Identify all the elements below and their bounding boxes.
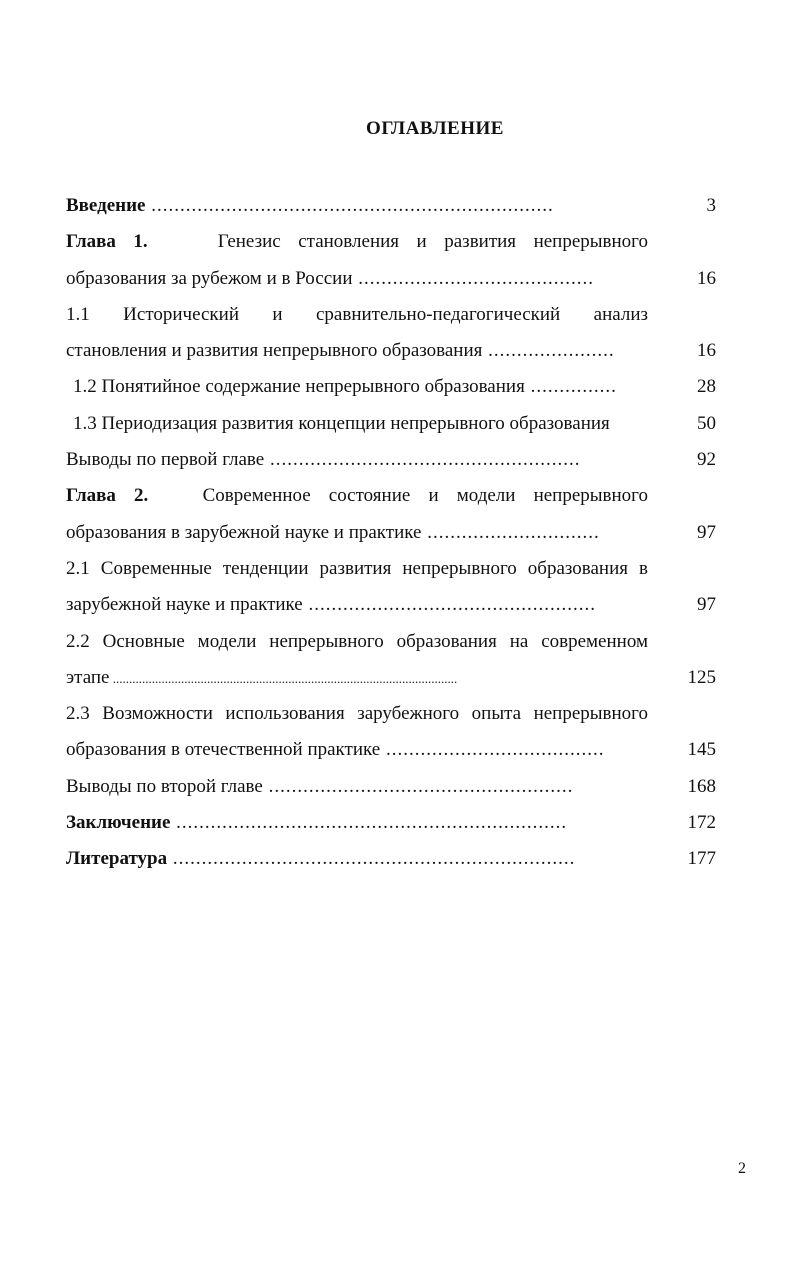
toc-leader: ..................................................... (262, 775, 574, 797)
toc-entry-label: 1.1 Исторический и сравнительно-педагогический анализ (66, 303, 648, 325)
toc-leader: ...................................................... (264, 449, 581, 471)
toc-leader: ...................................................................... (145, 195, 554, 216)
toc-entry-label: 2.2 Основные модели непрерывного образования на современном (66, 630, 648, 652)
toc-entry-conclusion[interactable] (66, 805, 716, 841)
toc-leader: .............................. (421, 521, 600, 543)
toc-page-number: 125 (687, 666, 716, 688)
toc-entry-1-1[interactable] (66, 297, 716, 333)
toc-entry-label: Литература (66, 848, 168, 870)
toc-page-number: 28 (697, 376, 716, 398)
toc-entry-chapter-2-cont[interactable] (66, 515, 716, 551)
toc-page-number: 177 (687, 848, 716, 870)
toc-entry-label: этапе (66, 666, 110, 688)
toc-entry-introduction[interactable] (66, 188, 716, 224)
toc-entry-2-2[interactable] (66, 624, 716, 660)
toc-entry-2-3-cont[interactable] (66, 732, 716, 768)
toc-leader: .................................................................... (170, 812, 568, 834)
toc-page-number: 97 (697, 594, 716, 616)
page-number: 2 (738, 1160, 746, 1177)
toc-page-number: 3 (706, 195, 716, 216)
toc-page-number: 50 (697, 412, 716, 434)
toc-leader: .................................................. (302, 594, 596, 616)
toc-leader: ...................................................................... (167, 848, 576, 870)
toc-entry-literature[interactable] (66, 841, 716, 877)
toc-entry-chapter-1-cont[interactable] (66, 261, 716, 297)
toc-entry-conclusions-1[interactable] (66, 442, 716, 478)
toc-entry-chapter-2[interactable] (66, 478, 716, 514)
toc-entry-label: 2.1 Современные тенденции развития непрерывного образования в (66, 557, 648, 579)
toc-entry-2-2-cont[interactable] (66, 660, 716, 696)
toc-page-number: 16 (697, 340, 716, 362)
toc-entry-1-3[interactable] (66, 406, 716, 442)
toc-entry-2-1-cont[interactable] (66, 587, 716, 623)
toc-leader: ...................... (482, 340, 615, 362)
toc-leader: ...................................... (380, 739, 605, 761)
toc-page-number: 172 (687, 812, 716, 834)
toc-chapter-label: Глава 1. (66, 231, 148, 253)
toc-entry-2-1[interactable] (66, 551, 716, 587)
toc-entry-label: Генезис становления и развития непрерывного (217, 231, 648, 253)
toc-leader: ......................................... (352, 267, 594, 289)
toc-page-number: 97 (697, 521, 716, 543)
toc-page-number: 16 (697, 267, 716, 289)
toc-entry-label: Введение (66, 195, 146, 216)
toc-title: ОГЛАВЛЕНИЕ (366, 118, 504, 139)
toc-entry-chapter-1[interactable] (66, 224, 716, 260)
toc-entry-1-1-cont[interactable] (66, 333, 716, 369)
toc-page-number: 92 (697, 449, 716, 471)
toc-entry-1-2[interactable] (66, 369, 716, 405)
toc-entry-label: 1.3 Периодизация развития концепции непрерывного образования (73, 412, 610, 434)
toc-entry-2-3[interactable] (66, 696, 716, 732)
toc-chapter-label: Глава 2. (66, 485, 149, 507)
toc-entry-label: Современное состояние и модели непрерывного (202, 485, 648, 507)
toc-page-number: 168 (687, 775, 716, 797)
toc-entry-label: 2.3 Возможности использования зарубежного опыта непрерывного (66, 703, 648, 725)
toc-entry-label: зарубежной науке и практике (66, 594, 303, 616)
toc-entry-label: образования в зарубежной науке и практике (66, 521, 422, 543)
table-of-contents (66, 188, 716, 878)
toc-entry-label: становления и развития непрерывного образования (66, 340, 483, 362)
toc-entry-label: образования в отечественной практике (66, 739, 381, 761)
toc-leader: ............... (524, 376, 617, 398)
toc-entry-label: 1.2 Понятийное содержание непрерывного образования (73, 376, 525, 398)
toc-leader: .......................................................................................................... (109, 670, 458, 686)
toc-page-number: 145 (687, 739, 716, 761)
toc-entry-conclusions-2[interactable] (66, 769, 716, 805)
toc-entry-label: образования за рубежом и в России (66, 267, 353, 289)
toc-entry-label: Выводы по первой главе (66, 449, 265, 471)
toc-entry-label: Выводы по второй главе (66, 775, 263, 797)
toc-entry-label: Заключение (66, 812, 171, 834)
